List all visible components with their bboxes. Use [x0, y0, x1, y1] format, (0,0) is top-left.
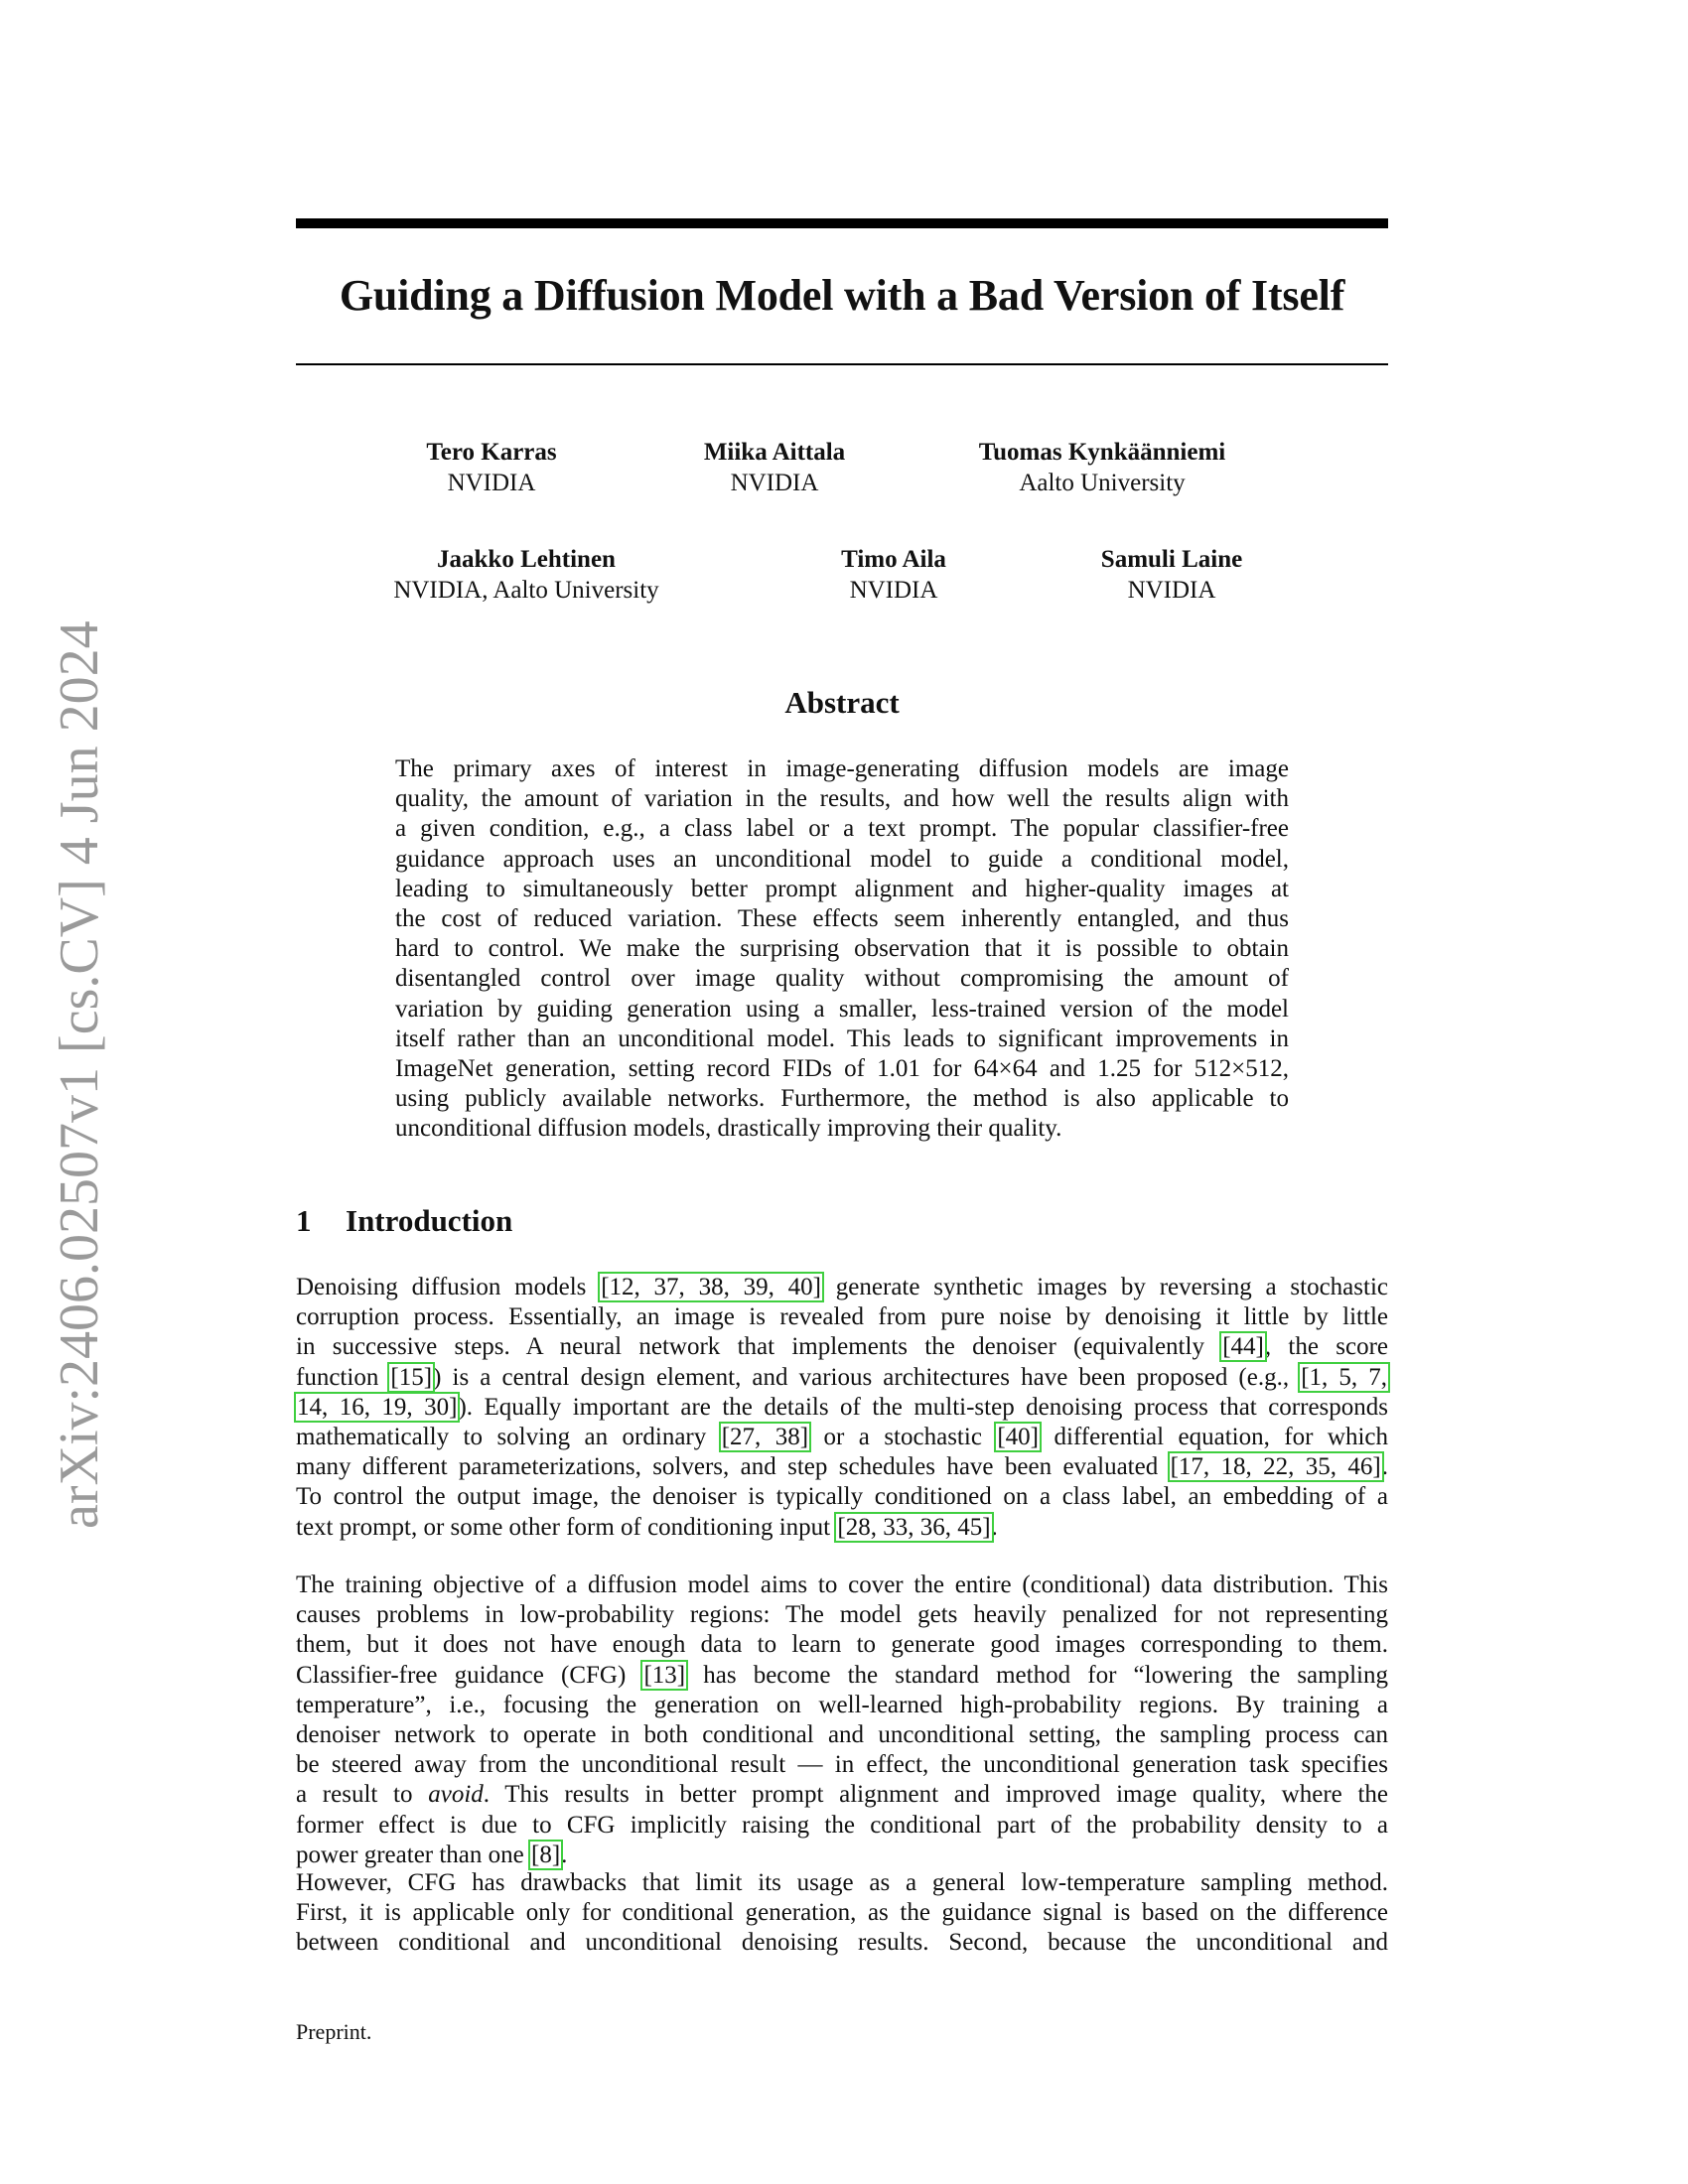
- author: [367, 544, 685, 606]
- text-line: [296, 1868, 1388, 1898]
- text-run: many different parameterizations, solvers, and step schedules have been evaluated: [296, 1453, 1170, 1481]
- author-name: Jaakko Lehtinen: [437, 546, 616, 573]
- text-run: text prompt, or some other form of conditioning input: [296, 1513, 837, 1541]
- abstract-text: [395, 754, 1289, 1145]
- text-line: [296, 1332, 1388, 1362]
- text-line: [296, 1570, 1388, 1600]
- author-name: Tuomas Kynkäänniemi: [978, 439, 1226, 466]
- intro-paragraph-1: [296, 1273, 1388, 1543]
- text-run: To control the output image, the denoiser is typically conditioned on a class label, an embedding of a: [296, 1483, 1388, 1511]
- text-run: generate synthetic images by reversing a stochastic: [822, 1274, 1388, 1300]
- text-line: [296, 1928, 1388, 1958]
- citation-link[interactable]: [17, 18, 22, 35, 46]: [1170, 1453, 1381, 1481]
- text-run: power greater than one: [296, 1841, 530, 1868]
- text-line: [296, 1811, 1388, 1841]
- text-run: , the score: [1264, 1333, 1388, 1361]
- citation-link[interactable]: [13]: [643, 1661, 686, 1689]
- abstract-line: ImageNet generation, setting record FIDs of 1.01 for 64×64 and 1.25 for 512×512,: [395, 1055, 1289, 1083]
- text-run: Denoising diffusion models: [296, 1274, 601, 1300]
- title-rule-bottom: [296, 363, 1388, 365]
- text-run: a result to: [296, 1781, 429, 1809]
- text-run: corruption process. Essentially, an image is revealed from pure noise by denoising it little by little: [296, 1303, 1388, 1331]
- text-run: function: [296, 1363, 390, 1391]
- text-run: temperature”, i.e., focusing the generation on well-learned high-probability regions. By training a: [296, 1691, 1388, 1718]
- text-run: mathematically to solving an ordinary: [296, 1424, 721, 1451]
- text-line: [296, 1302, 1388, 1332]
- abstract-line: using publicly available networks. Furthermore, the method is also applicable to: [395, 1085, 1289, 1113]
- text-run: The training objective of a diffusion model aims to cover the entire (conditional) data distribution. This: [296, 1571, 1388, 1598]
- text-run: .: [561, 1841, 568, 1868]
- text-run: Classifier-free guidance (CFG): [296, 1661, 643, 1689]
- abstract-line: quality, the amount of variation in the results, and how well the results align with: [395, 785, 1289, 813]
- text-line: [296, 1898, 1388, 1928]
- abstract-line: unconditional diffusion models, drastically improving their quality.: [395, 1115, 1062, 1143]
- section-heading: [296, 1201, 512, 1241]
- author-affiliation: Aalto University: [1019, 470, 1186, 496]
- citation-link[interactable]: [1, 5, 7,: [1301, 1363, 1387, 1391]
- text-line: [296, 1630, 1388, 1660]
- text-line: [296, 1780, 1388, 1810]
- author: [794, 544, 993, 606]
- text-line: [296, 1363, 1388, 1393]
- abstract-line: hard to control. We make the surprising observation that it is possible to obtain: [395, 935, 1289, 963]
- citation-link[interactable]: [12, 37, 38, 39, 40]: [601, 1274, 822, 1300]
- text-run: has become the standard method for “lowering the sampling: [686, 1661, 1388, 1689]
- text-run: . This results in better prompt alignment and improved image quality, where the: [483, 1781, 1388, 1809]
- text-run: them, but it does not have enough data to learn to generate good images corresponding to them.: [296, 1631, 1388, 1659]
- text-run: However, CFG has drawbacks that limit its usage as a general low-temperature sampling method.: [296, 1869, 1388, 1896]
- text-run: ) is a central design element, and various architectures have been proposed (e.g.,: [433, 1363, 1301, 1391]
- text-line: [296, 1841, 1388, 1870]
- citation-link[interactable]: 14, 16, 19, 30]: [297, 1393, 458, 1421]
- abstract-line: itself rather than an unconditional model. This leads to significant improvements in: [395, 1024, 1289, 1052]
- author: [377, 437, 606, 498]
- author-name: Miika Aittala: [703, 439, 846, 466]
- text-run: former effect is due to CFG implicitly raising the conditional part of the probability density to a: [296, 1811, 1388, 1839]
- abstract-line: variation by guiding generation using a smaller, less-trained version of the model: [395, 995, 1289, 1023]
- text-line: [296, 1600, 1388, 1630]
- text-run: denoiser network to operate in both conditional and unconditional setting, the sampling process can: [296, 1721, 1388, 1749]
- intro-paragraph-2: [296, 1570, 1388, 1870]
- author-affiliation: NVIDIA, Aalto University: [393, 577, 659, 604]
- text-run: .: [1381, 1453, 1388, 1481]
- author-name: Tero Karras: [426, 439, 557, 466]
- text-run: .: [991, 1513, 998, 1541]
- text-line: [296, 1513, 1388, 1543]
- author: [1062, 544, 1281, 606]
- title-rule-top: [296, 218, 1388, 228]
- text-run: or a stochastic: [809, 1424, 997, 1451]
- abstract-line: disentangled control over image quality without compromising the amount of: [395, 965, 1289, 993]
- text-line: [296, 1750, 1388, 1780]
- abstract-line: a given condition, e.g., a class label or a text prompt. The popular classifier-free: [395, 815, 1289, 843]
- author-name: Timo Aila: [841, 546, 946, 573]
- text-line: [296, 1423, 1388, 1452]
- author-affiliation: NVIDIA: [849, 577, 938, 604]
- text-line: [296, 1720, 1388, 1750]
- abstract-heading: Abstract: [784, 685, 900, 720]
- citation-link[interactable]: [27, 38]: [721, 1424, 809, 1451]
- text-line: [296, 1661, 1388, 1691]
- citation-link[interactable]: [28, 33, 36, 45]: [837, 1513, 991, 1541]
- text-line: [296, 1393, 1388, 1423]
- text-run: in successive steps. A neural network that implements the denoiser (equivalently: [296, 1333, 1222, 1361]
- author-affiliation: NVIDIA: [730, 470, 819, 496]
- author-affiliation: NVIDIA: [447, 470, 536, 496]
- text-run: differential equation, for which: [1040, 1424, 1388, 1451]
- text-run: ). Equally important are the details of the multi-step denoising process that corresponds: [458, 1393, 1389, 1421]
- section-number: 1: [296, 1203, 312, 1238]
- text-run: First, it is applicable only for conditional generation, as the guidance signal is based on the difference: [296, 1899, 1388, 1927]
- author: [953, 437, 1251, 498]
- citation-link[interactable]: [8]: [531, 1841, 561, 1868]
- citation-link[interactable]: [44]: [1222, 1333, 1264, 1361]
- arxiv-stamp: arXiv:2406.02507v1 [cs.CV] 4 Jun 2024: [49, 620, 110, 1529]
- paper-title: Guiding a Diffusion Model with a Bad Version of Itself: [339, 271, 1345, 320]
- text-line: [296, 1273, 1388, 1302]
- text-line: [296, 1482, 1388, 1512]
- author-name: Samuli Laine: [1100, 546, 1243, 573]
- citation-link[interactable]: [40]: [997, 1424, 1040, 1451]
- text-line: [296, 1452, 1388, 1482]
- citation-link[interactable]: [15]: [390, 1363, 433, 1391]
- author-affiliation: NVIDIA: [1127, 577, 1216, 604]
- abstract-line: the cost of reduced variation. These effects seem inherently entangled, and thus: [395, 905, 1289, 933]
- emphasis-text: avoid: [428, 1781, 484, 1809]
- abstract-line: leading to simultaneously better prompt alignment and higher-quality images at: [395, 875, 1289, 902]
- section-title: Introduction: [346, 1203, 513, 1238]
- intro-paragraph-3: [296, 1868, 1388, 1959]
- abstract-line: guidance approach uses an unconditional model to guide a conditional model,: [395, 845, 1289, 873]
- text-run: causes problems in low-probability regions: The model gets heavily penalized for not representing: [296, 1601, 1388, 1629]
- footer-note: Preprint.: [296, 2019, 372, 2044]
- text-line: [296, 1691, 1388, 1720]
- abstract-line: The primary axes of interest in image-generating diffusion models are image: [395, 755, 1289, 782]
- text-run: be steered away from the unconditional result — in effect, the unconditional generation task specifies: [296, 1751, 1388, 1779]
- text-run: between conditional and unconditional denoising results. Second, because the unconditional and: [296, 1929, 1388, 1957]
- author: [660, 437, 889, 498]
